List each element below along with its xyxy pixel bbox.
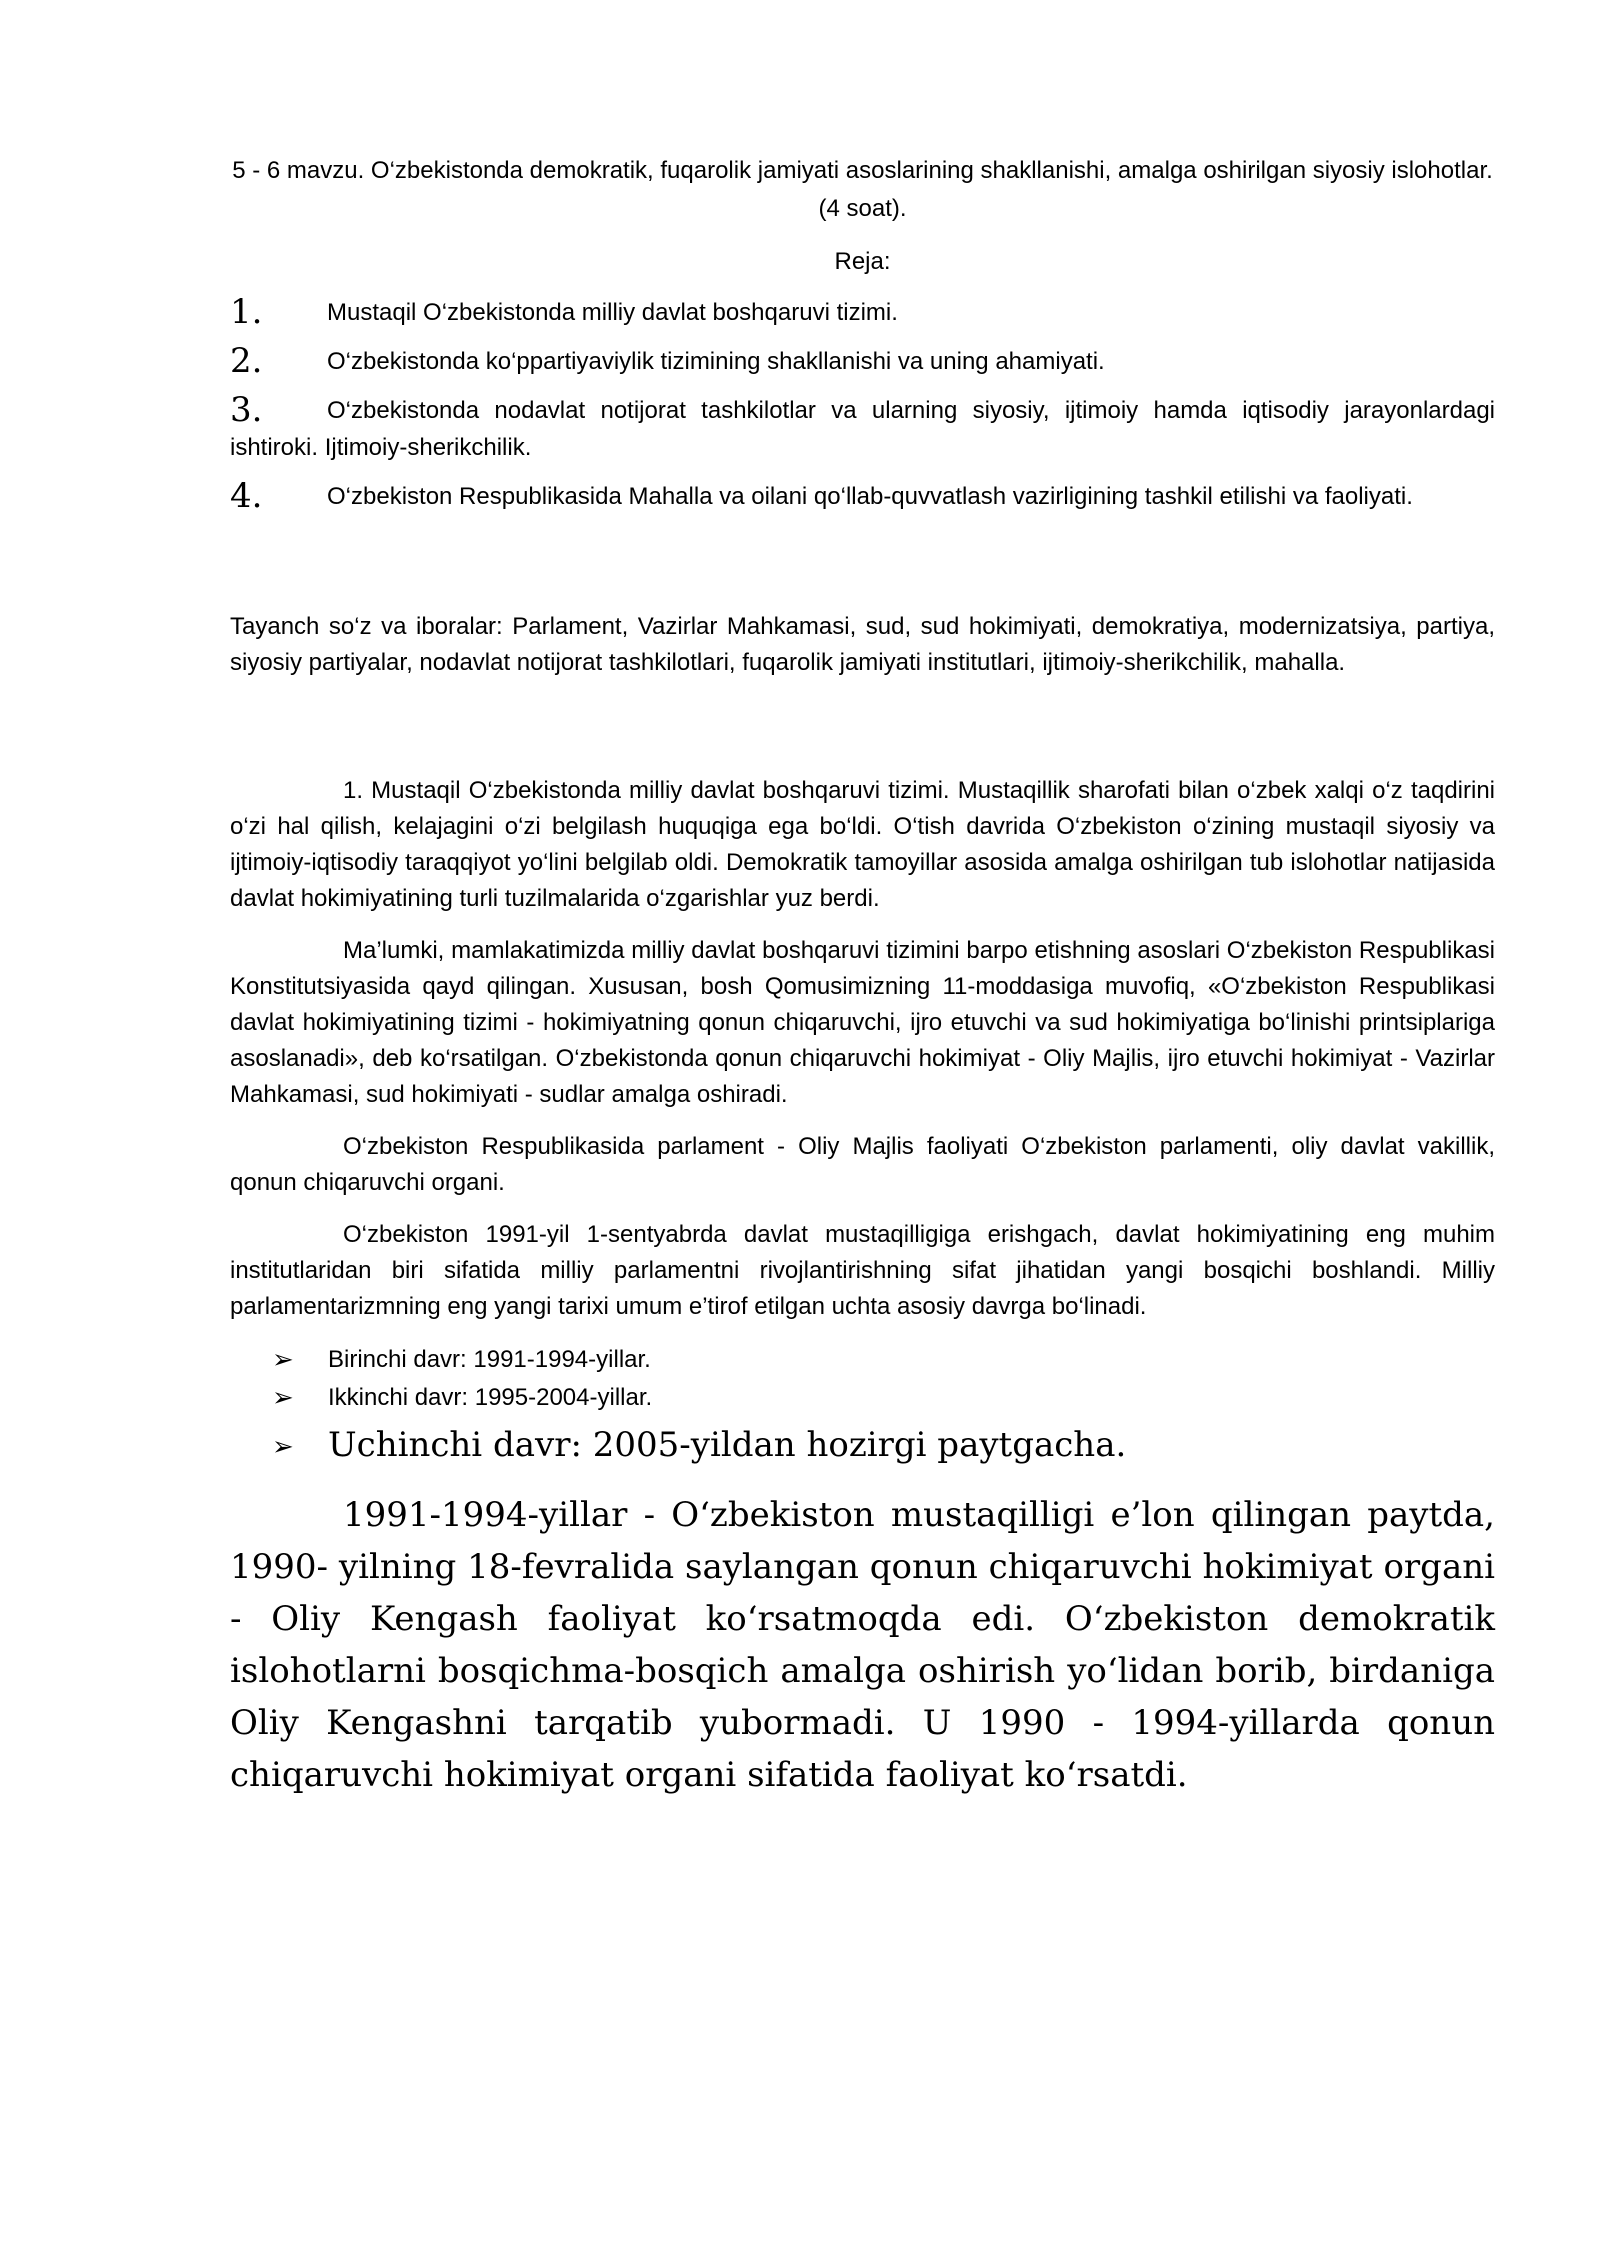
body-paragraph: 1. Mustaqil O‘zbekistonda milliy davlat boshqaruvi tizimi. Mustaqillik sharofati bilan o‘zbek xalqi o‘z taqdirini o‘zi hal qilish, kelajagini o‘zi belgilash huquqiga ega bo‘ldi. O‘tish davrida O‘zbekiston o‘zining mustaqil siyosiy va ijtimoiy-iqtisodiy taraqqiyot yo‘lini belgilab oldi. Demokratik tamoyillar asosida amalga oshirilgan tub islohotlar natijasida davlat hokimiyatining turli tuzilmalarida o‘zgarishlar yuz berdi. (230, 777, 1495, 912)
plan-item (230, 294, 1495, 331)
periods-list (230, 1341, 1495, 1469)
arrow-bullet-icon: ➢ (272, 1432, 294, 1462)
arrow-bullet-icon: ➢ (272, 1383, 294, 1413)
body-paragraph: O‘zbekiston Respublikasida parlament - Oliy Majlis faoliyati O‘zbekiston parlamenti, oliy davlat vakillik, qonun chiqaruvchi organi. (230, 1133, 1495, 1196)
plan-item-text: O‘zbekistonda ko‘ppartiyaviylik tizimining shakllanishi va uning ahamiyati. (327, 348, 1105, 375)
plan-item-text: Mustaqil O‘zbekistonda milliy davlat boshqaruvi tizimi. (327, 299, 898, 326)
document-body (230, 152, 1495, 1801)
period-text: Birinchi davr: 1991-1994-yillar. (328, 1346, 651, 1373)
plan-item-number: 1. (230, 292, 263, 332)
plan-heading: Reja: (834, 248, 891, 275)
plan-item (230, 392, 1495, 466)
body-paragraph: Ma’lumki, mamlakatimizda milliy davlat boshqaruvi tizimini barpo etishning asoslari O‘zbekiston Respublikasi Konstitutsiyasida qayd qilingan. Xususan, bosh Qomusimizning 11-moddasiga muvofiq, «O‘zbekiston Respublikasi davlat hokimiyatining tizimi - hokimiyatning qonun chiqaruvchi, ijro etuvchi va sud hokimiyatiga bo‘linishi printsiplariga asoslanadi», deb ko‘rsatilgan. O‘zbekistonda qonun chiqaruvchi hokimiyat - Oliy Majlis, ijro etuvchi hokimiyat - Vazirlar Mahkamasi, sud hokimiyati - sudlar amalga oshiradi. (230, 937, 1495, 1108)
plan-list (230, 294, 1495, 515)
plan-item-text: O‘zbekiston Respublikasida Mahalla va oilani qo‘llab-quvvatlash vazirligining tashkil etilishi va faoliyati. (327, 483, 1413, 510)
body-paragraph: O‘zbekiston 1991-yil 1-sentyabrda davlat mustaqilligiga erishgach, davlat hokimiyatining eng muhim institutlaridan biri sifatida milliy parlamentni rivojlantirishning sifat jihatidan yangi bosqichi boshlandi. Milliy parlamentarizmning eng yangi tarixi umum e’tirof etilgan uchta asosiy davrga bo‘linadi. (230, 1221, 1495, 1320)
period-item (230, 1421, 1495, 1469)
period-item (230, 1379, 1495, 1417)
final-paragraph: 1991-1994-yillar - O‘zbekiston mustaqilligi e’lon qilingan paytda, 1990- yilning 18-fevralida saylangan qonun chiqaruvchi hokimiyat organi - Oliy Kengash faoliyat ko‘rsatmoqda edi. O‘zbekiston demokratik islohotlarni bosqichma-bosqich amalga oshirish yo‘lidan borib, birdaniga Oliy Kengashni tarqatib yubormadi. U 1990 - 1994-yillarda qonun chiqaruvchi hokimiyat organi sifatida faoliyat ko‘rsatdi. (230, 1495, 1495, 1795)
period-item (230, 1341, 1495, 1379)
period-text: Uchinchi davr: 2005-yildan hozirgi paytgacha. (328, 1425, 1127, 1465)
plan-item-text: O‘zbekistonda nodavlat notijorat tashkilotlar va ularning siyosiy, ijtimoiy hamda iqtisodiy jarayonlardagi ishtiroki. Ijtimoiy-sherikchilik. (230, 397, 1495, 461)
keywords-paragraph: Tayanch so‘z va iboralar: Parlament, Vazirlar Mahkamasi, sud, sud hokimiyati, demokratiya, modernizatsiya, partiya, siyosiy partiyalar, nodavlat notijorat tashkilotlari, fuqarolik jamiyati institutlari, ijtimoiy-sherikchilik, mahalla. (230, 613, 1495, 676)
plan-item-number: 2. (230, 341, 263, 381)
plan-item-number: 3. (230, 390, 263, 430)
plan-item (230, 478, 1495, 515)
period-text: Ikkinchi davr: 1995-2004-yillar. (328, 1384, 653, 1411)
plan-item-number: 4. (230, 476, 263, 516)
document-title: 5 - 6 mavzu. O‘zbekistonda demokratik, fuqarolik jamiyati asoslarining shakllanishi, amalga oshirilgan siyosiy islohotlar. (4 soat). (232, 157, 1493, 222)
arrow-bullet-icon: ➢ (272, 1345, 294, 1375)
plan-item (230, 343, 1495, 380)
